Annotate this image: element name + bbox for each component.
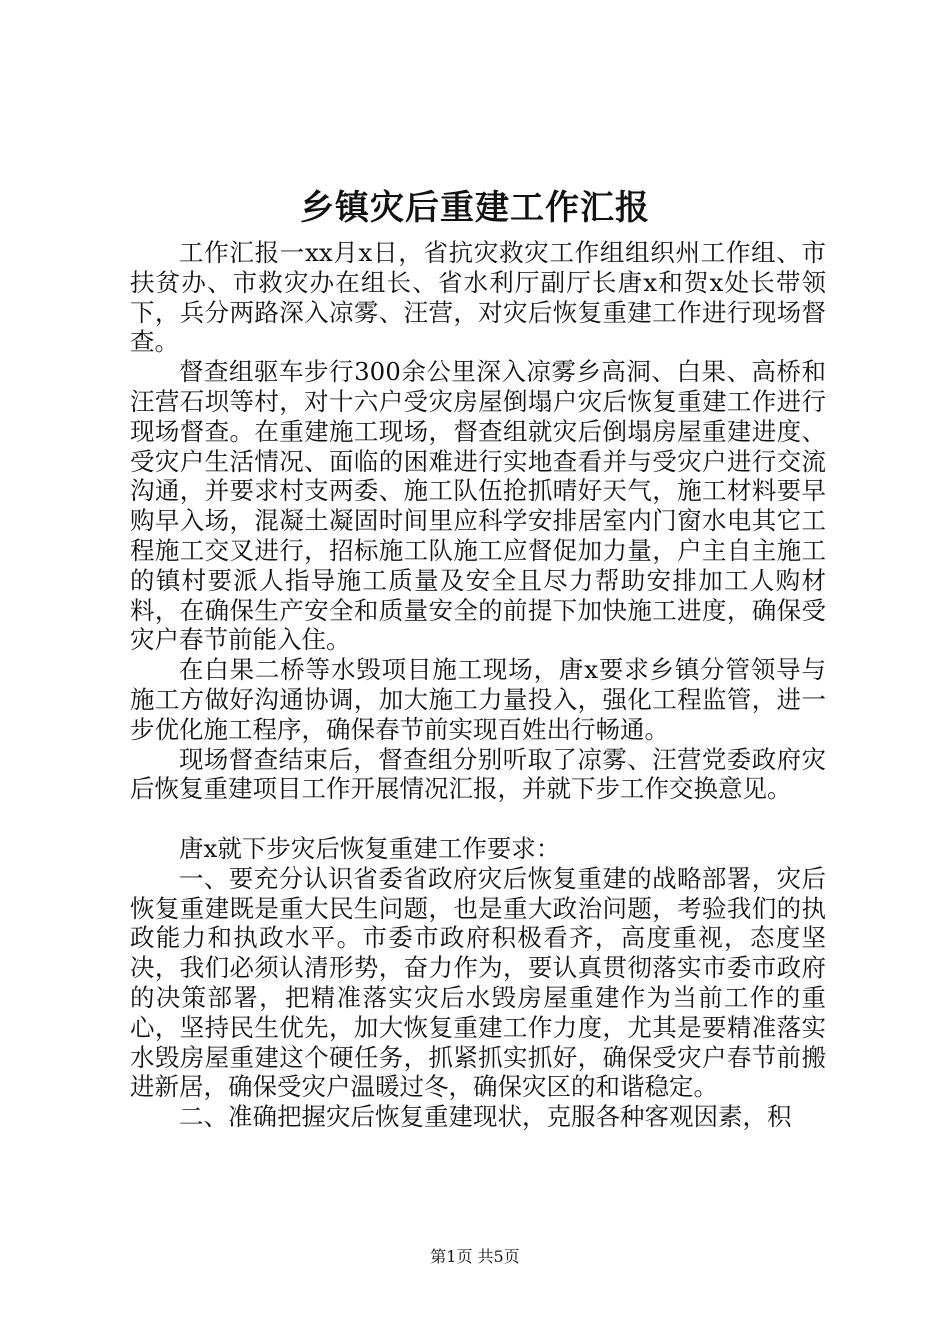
page-number-footer: 第1页 共5页	[430, 1247, 520, 1266]
paragraph: 一、要充分认识省委省政府灾后恢复重建的战略部署，灾后恢复重建既是重大民生问题，也是重大政治问题，考验我们的执政能力和执政水平。市委市政府积极看齐，高度重视，态度坚决，我们必须认清形势，奋力作为，要认真贯彻落实市委市政府的决策部署，把精准落实灾后水毁房屋重建作为当前工作的重心，坚持民生优先，加大恢复重建工作力度，尤其是要精准落实水毁房屋重建这个硬任务，抓紧抓实抓好，确保受灾户春节前搬进新居，确保受灾户温暖过冬，确保灾区的和谐稳定。	[130, 863, 826, 1102]
paragraph: 二、准确把握灾后恢复重建现状，克服各种客观因素，积	[179, 1102, 792, 1132]
paragraph: 现场督查结束后，督查组分别听取了凉雾、汪营党委政府灾后恢复重建项目工作开展情况汇报，并就下步工作交换意见。	[130, 744, 826, 804]
document-title: 乡镇灾后重建工作汇报	[300, 188, 650, 228]
paragraph: 唐x就下步灾后恢复重建工作要求：	[179, 833, 561, 863]
paragraph: 督查组驱车步行300余公里深入凉雾乡高洞、白果、高桥和汪营石坝等村，对十六户受灾房屋倒塌户灾后恢复重建工作进行现场督查。在重建施工现场，督查组就灾后倒塌房屋重建进度、受灾户生活情况、面临的困难进行实地查看并与受灾户进行交流沟通，并要求村支两委、施工队伍抢抓晴好天气，施工材料要早购早入场，混凝土凝固时间里应科学安排居室内门窗水电其它工程施工交叉进行，招标施工队施工应督促加力量，户主自主施工的镇村要派人指导施工质量及安全且尽力帮助安排加工人购材料，在确保生产安全和质量安全的前提下加快施工进度，确保受灾户春节前能入住。	[130, 357, 826, 655]
document-body	[130, 238, 826, 1132]
paragraph: 工作汇报一xx月x日，省抗灾救灾工作组组织州工作组、市扶贫办、市救灾办在组长、省水利厅副厅长唐x和贺x处长带领下，兵分两路深入凉雾、汪营，对灾后恢复重建工作进行现场督查。	[130, 238, 826, 357]
paragraph: 在白果二桥等水毁项目施工现场，唐x要求乡镇分管领导与施工方做好沟通协调，加大施工力量投入，强化工程监管，进一步优化施工程序，确保春节前实现百姓出行畅通。	[130, 655, 826, 744]
